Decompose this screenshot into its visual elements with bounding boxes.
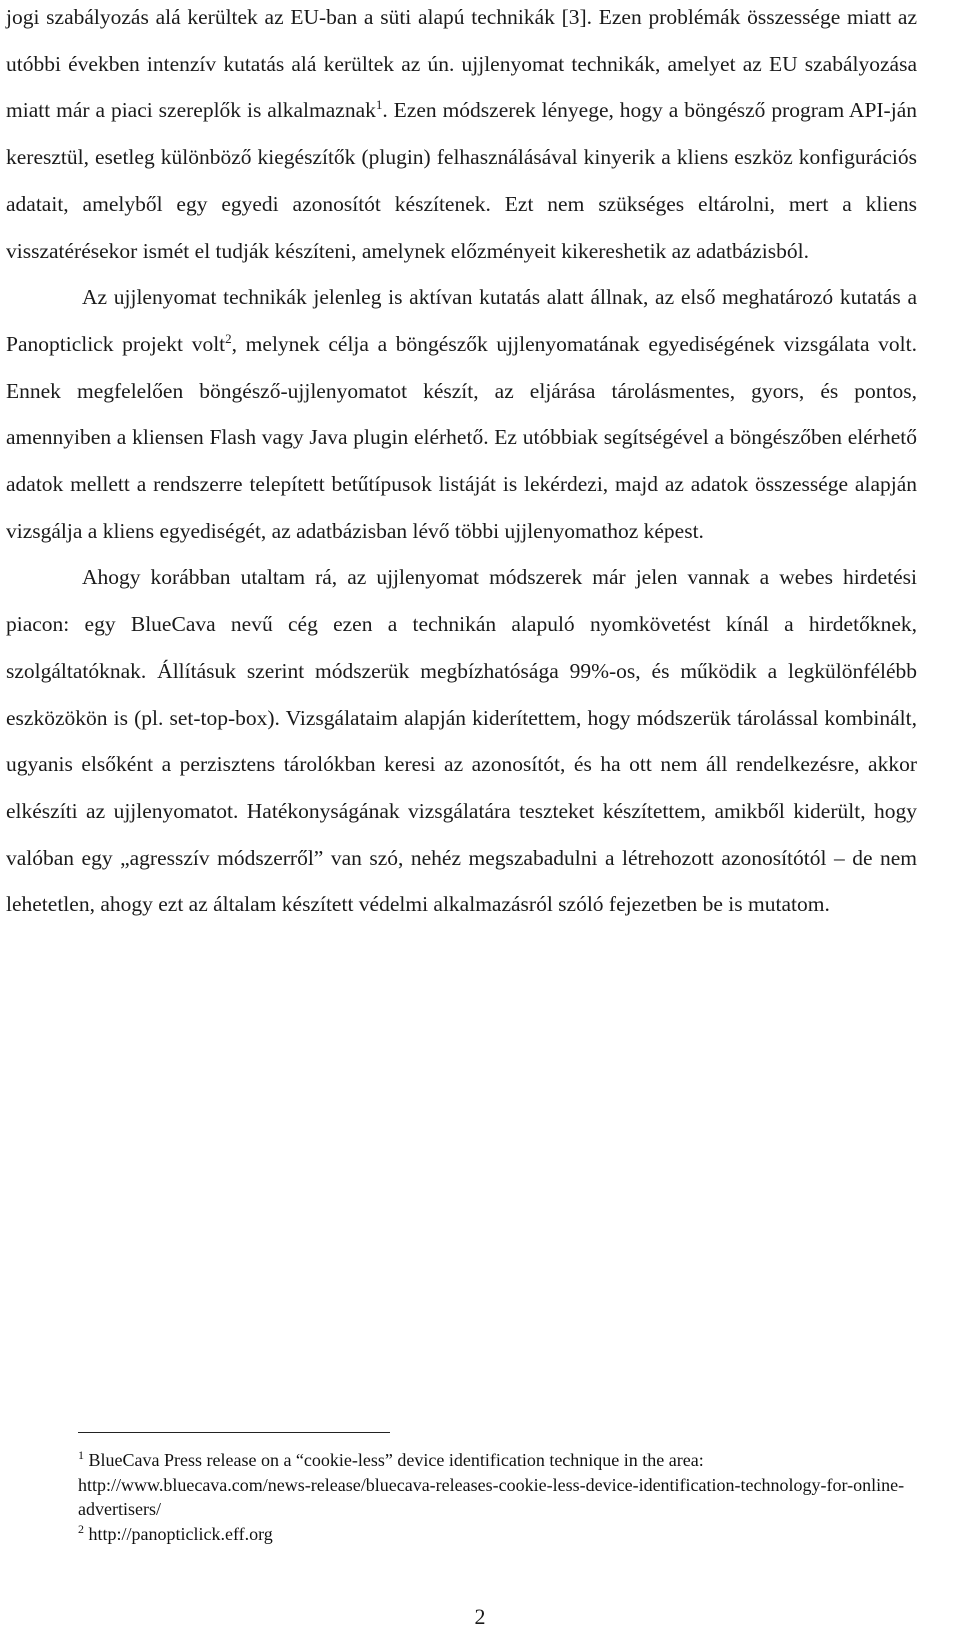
paragraph-3-text: Ahogy korábban utaltam rá, az ujjlenyomat módszerek már jelen vannak a webes hirdetési piacon: egy BlueCava nevű cég ezen a technikán alapuló nyomkövetést kínál a hirdetőknek, szolgáltatóknak. Állításuk szerint módszerük megbízhatósága 99%-os, és működik a legkülönfélébb eszközökön is (pl. set-top-box). Vizsgálataim alapján kiderítettem, hogy módszerük tárolással kombinált, ugyanis elsőként a perzisztens tárolókban keresi az azonosítót, és ha ott nem áll rendelkezésre, akkor elkészíti az ujjlenyomatot. Hatékonyságának vizsgálatára teszteket készítettem, amikből kiderült, hogy valóban egy „agresszív módszerről” van szó, nehéz megszabadulni a létrehozott azonosítótól – de nem lehetetlen, ahogy ezt az általam készített védelmi alkalmazásról szóló fejezetben be is mutatom. <box>6 565 917 917</box>
paragraph-2-text-rest: , melynek célja a böngészők ujjlenyomatának egyediségének vizsgálata volt. Ennek megfelelően böngésző-ujjlenyomatot készít, az eljárása tárolásmentes, gyors, és pontos, amennyiben a kliensen Flash vagy Java plugin elérhető. Ez utóbbiak segítségével a böngészőben elérhető adatok mellett a rendszerre telepített betűtípusok listáját is lekérdezi, majd az adatok összessége alapján vizsgálja a kliens egyediségét, az adatbázisban lévő többi ujjlenyomathoz képest. <box>6 331 917 543</box>
footnote-1-url[interactable]: http://www.bluecava.com/news-release/bluecava-releases-cookie-less-device-identification-technology-for-online-advertisers/ <box>78 1474 905 1519</box>
footnote-separator <box>78 1432 390 1433</box>
paragraph-1 <box>6 0 917 274</box>
footnote-1-text: BlueCava Press release on a “cookie-less” device identification technique in the area: <box>88 1450 704 1470</box>
footnotes <box>78 1448 918 1546</box>
paragraph-2 <box>6 274 917 554</box>
footnote-2-url[interactable]: http://panopticlick.eff.org <box>88 1523 273 1544</box>
page-number: 2 <box>474 1604 486 1629</box>
paragraph-1-text: jogi szabályozás alá kerültek az EU-ban a süti alapú technikák [3]. Ezen problémák összessége miatt az utóbbi években intenzív kutatás alá kerültek az ún. ujjlenyomat technikák, amelyet az EU szabályozása miatt már a piaci szereplők is alkalmaznak <box>6 5 917 123</box>
footnote-1-number: 1 <box>78 1448 84 1462</box>
paragraph-1-text-rest: . Ezen módszerek lényege, hogy a böngésző program API-ján keresztül, esetleg különböző kiegészítők (plugin) felhasználásával kinyerik a kliens eszköz konfigurációs adatait, amelyből egy egyedi azonosítót készítenek. Ezt nem szükséges eltárolni, mert a kliens visszatérésekor ismét el tudják készíteni, amelynek előzményeit kikereshetik az adatbázisból. <box>6 98 917 263</box>
paragraph-2-text: Az ujjlenyomat technikák jelenleg is aktívan kutatás alatt állnak, az első meghatározó kutatás a Panopticlick projekt volt <box>6 285 917 356</box>
footnote-1 <box>78 1448 918 1522</box>
paragraph-3 <box>6 554 917 928</box>
footnote-ref-2: 2 <box>225 330 232 346</box>
footnote-2 <box>78 1522 918 1547</box>
footnote-2-number: 2 <box>78 1521 84 1536</box>
body-text <box>6 0 917 928</box>
footnote-ref-1: 1 <box>375 97 383 113</box>
